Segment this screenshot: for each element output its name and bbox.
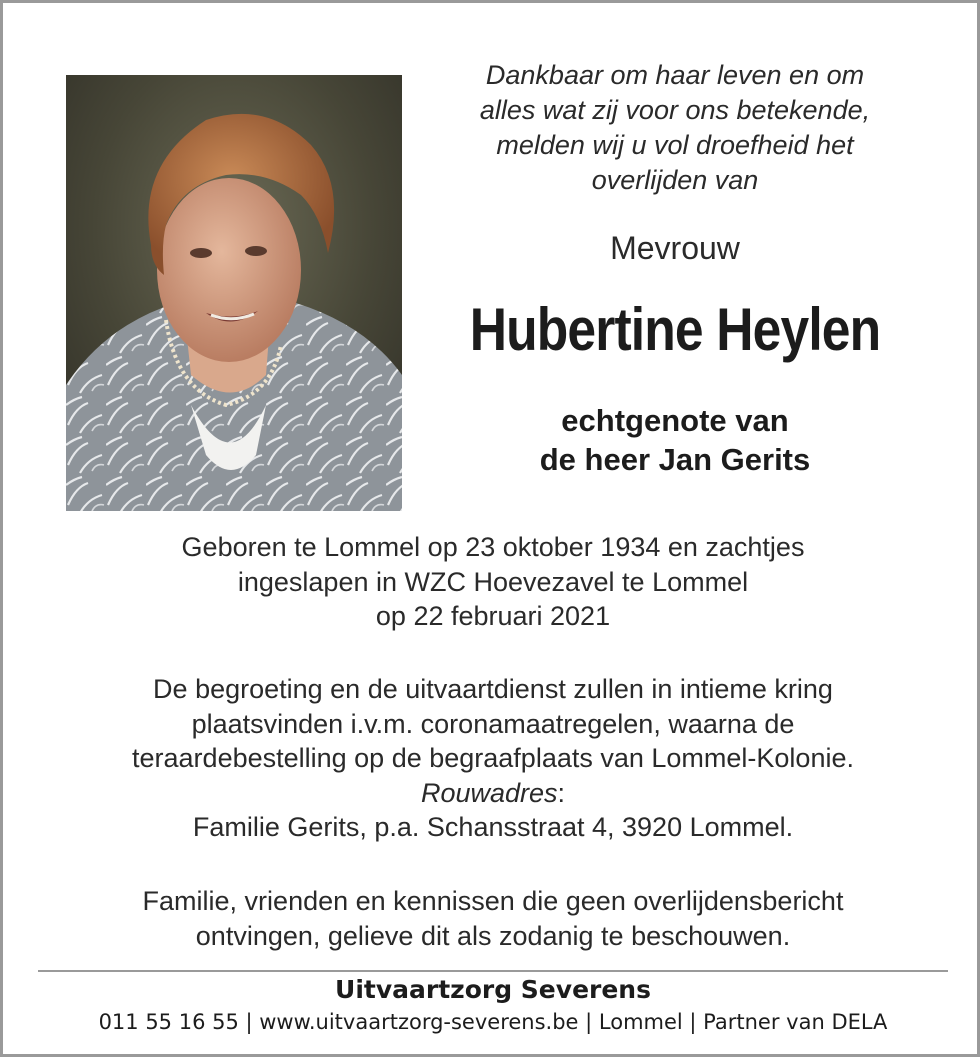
funeral-home-contact: 011 55 16 55 | www.uitvaartzorg-severens.be | Lommel | Partner van DELA — [98, 1010, 888, 1034]
address-colon: : — [557, 777, 566, 808]
address-label: Rouwadres — [420, 777, 558, 808]
birth-line: op 22 februari 2021 — [375, 601, 611, 631]
birth-line: ingeslapen in WZC Hoevezavel te Lommel — [237, 566, 749, 597]
intro-line: Dankbaar om haar leven en om — [485, 60, 865, 90]
headline-block — [433, 58, 917, 479]
spouse-line: de heer Jan Gerits — [539, 442, 811, 477]
deceased-name: Hubertine Heylen — [469, 296, 881, 363]
address-label-line — [23, 776, 963, 811]
portrait-photo — [66, 75, 402, 511]
service-details — [23, 672, 963, 845]
intro-line: alles wat zij voor ons betekende, — [479, 95, 871, 125]
spouse-line: echtgenote van — [561, 403, 789, 438]
intro-line: overlijden van — [591, 165, 759, 195]
notice-line: Familie, vrienden en kennissen die geen overlijdensbericht — [142, 886, 844, 916]
honorific: Mevrouw — [610, 230, 740, 266]
funeral-home-name: Uitvaartzorg Severens — [335, 975, 651, 1004]
service-line: De begroeting en de uitvaartdienst zullen in intieme kring — [153, 674, 833, 704]
footer-divider — [38, 970, 948, 972]
notice-line: ontvingen, gelieve dit als zodanig te beschouwen. — [195, 920, 791, 951]
spouse-info — [433, 401, 917, 479]
notice-text — [23, 884, 963, 953]
intro-text — [433, 58, 917, 198]
intro-line: melden wij u vol droefheid het — [496, 130, 854, 160]
birth-line: Geboren te Lommel op 23 oktober 1934 en zachtjes — [181, 532, 805, 562]
service-line: plaatsvinden i.v.m. coronamaatregelen, waarna de — [191, 708, 795, 739]
service-line: teraardebestelling op de begraafplaats van Lommel-Kolonie. — [132, 743, 854, 773]
mourning-address: Familie Gerits, p.a. Schansstraat 4, 3920 Lommel. — [192, 812, 794, 842]
birth-details — [23, 530, 963, 634]
